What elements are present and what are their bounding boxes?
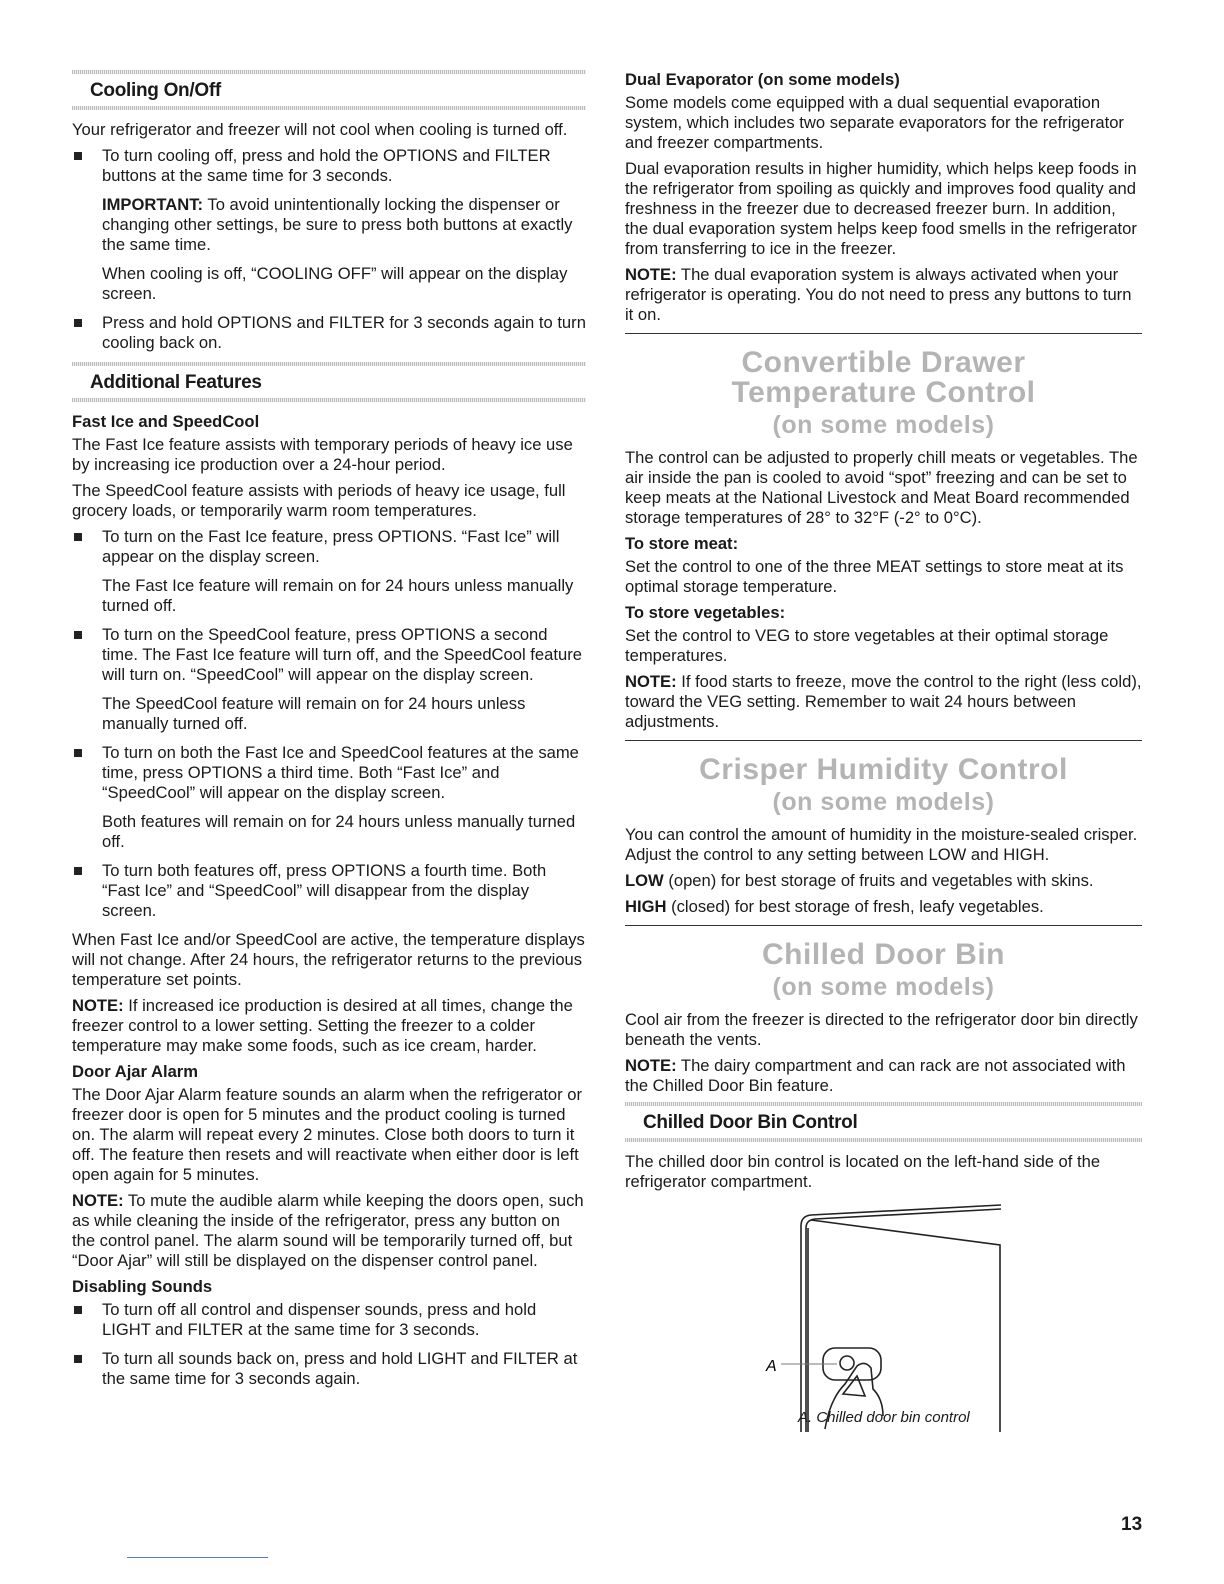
figure-chilled-door-bin [625,1204,1142,1432]
bold-lead: NOTE: [625,1056,677,1075]
bullet-item [72,146,586,186]
paragraph-text: To turn on both the Fast Ice and SpeedCool features at the same time, press OPTIONS a third time. Both “Fast Ice” and “SpeedCool” will appear on the display screen. [102,743,579,802]
paragraph-text: The dairy compartment and can rack are not associated with the Chilled Door Bin feature. [625,1056,1126,1095]
banner-title-line: Temperature Control [731,376,1036,409]
bullet-item [72,313,586,353]
footer-rule [127,1557,268,1558]
subheading: Fast Ice and SpeedCool [72,412,260,431]
section-heading: Cooling On/Off [72,70,586,110]
section-banner [625,333,1142,442]
bold-lead: LOW [625,871,664,890]
paragraph [72,264,586,304]
bold-lead: NOTE: [625,265,677,284]
paragraph [72,1085,586,1185]
banner-title-line: Convertible Drawer [741,346,1026,379]
paragraph-text: When cooling is off, “COOLING OFF” will appear on the display screen. [102,264,568,303]
paragraph [72,930,586,990]
left-column [72,66,586,1398]
paragraph [625,626,1142,666]
paragraph-text: Dual evaporation results in higher humidity, which helps keep foods in the refrigerator from spoiling as quickly and improves food quality and freshness in the freezer due to decreased freezer burn. In addition, the dual evaporation system helps keep food smells in the refrigerator from transferring to ice in the freezer. [625,159,1137,258]
refrigerator-illustration [625,1204,1142,1432]
paragraph-text: You can control the amount of humidity in the moisture-sealed crisper. Adjust the control to any setting between LOW and HIGH. [625,825,1138,864]
paragraph-text: The Door Ajar Alarm feature sounds an alarm when the refrigerator or freezer door is open for 5 minutes and the product cooling is turned on. The alarm will repeat every 2 minutes. Close both doors to turn it off. The feature then resets and will reactivate when either door is left open again for 5 minutes. [72,1085,583,1184]
bullet-item [72,743,586,803]
paragraph-text: The SpeedCool feature will remain on for 24 hours unless manually turned off. [102,694,526,733]
subheading: Dual Evaporator (on some models) [625,70,900,89]
bold-lead: NOTE: [625,672,677,691]
subheading: Disabling Sounds [72,1277,213,1296]
callout-label: A [766,1358,777,1375]
bold-lead: NOTE: [72,996,124,1015]
page-number: 13 [1121,1514,1143,1535]
paragraph [625,825,1142,865]
paragraph [72,481,586,521]
paragraph-text: To turn cooling off, press and hold the OPTIONS and FILTER buttons at the same time for 3 seconds. [102,146,551,185]
subheading: To store vegetables: [625,603,786,622]
paragraph [72,996,586,1056]
paragraph [72,812,586,852]
paragraph [72,694,586,734]
paragraph-text: Some models come equipped with a dual sequential evaporation system, which includes two separate evaporators for the refrigerator and freezer compartments. [625,93,1124,152]
paragraph-text: The Fast Ice feature assists with temporary periods of heavy ice use by increasing ice production over a 24-hour period. [72,435,573,474]
paragraph [625,897,1142,917]
paragraph-text: The dual evaporation system is always activated when your refrigerator is operating. You do not need to press any buttons to turn it on. [625,265,1132,324]
paragraph [72,120,586,140]
bullet-item [72,1349,586,1389]
bullet-item [72,861,586,921]
paragraph-text: (open) for best storage of fruits and vegetables with skins. [663,871,1094,890]
paragraph [72,195,586,255]
section-banner [625,925,1142,1004]
paragraph [625,448,1142,528]
paragraph-text: The chilled door bin control is located on the left-hand side of the refrigerator compartment. [625,1152,1101,1191]
paragraph [625,871,1142,891]
paragraph-text: To turn off all control and dispenser sounds, press and hold LIGHT and FILTER at the same time for 3 seconds. [102,1300,537,1339]
paragraph-text: The SpeedCool feature assists with periods of heavy ice usage, full grocery loads, or temporarily warm room temperatures. [72,481,566,520]
paragraph [625,265,1142,325]
banner-subtitle: (on some models) [772,973,995,1001]
paragraph [625,557,1142,597]
paragraph [72,1191,586,1271]
bold-lead: IMPORTANT: [102,195,204,214]
paragraph-text: To turn all sounds back on, press and hold LIGHT and FILTER at the same time for 3 seconds again. [102,1349,578,1388]
paragraph-text: To mute the audible alarm while keeping the doors open, such as while cleaning the inside of the refrigerator, press any button on the control panel. The alarm sound will be temporarily turned off, but “Door Ajar” will still be displayed on the dispenser control panel. [72,1191,584,1270]
banner-title-line: Chilled Door Bin [762,938,1005,971]
paragraph-text: To turn on the Fast Ice feature, press OPTIONS. “Fast Ice” will appear on the display screen. [102,527,560,566]
paragraph-text: If increased ice production is desired at all times, change the freezer control to a lower setting. Setting the freezer to a colder temperature may make some foods, such as ice cream, harder. [72,996,573,1055]
paragraph-text: To turn both features off, press OPTIONS a fourth time. Both “Fast Ice” and “SpeedCool” will disappear from the display screen. [102,861,547,920]
paragraph [625,1152,1142,1192]
bullet-item [72,625,586,685]
right-column [625,66,1142,1432]
banner-title-line: Crisper Humidity Control [699,753,1068,786]
paragraph-text: Cool air from the freezer is directed to the refrigerator door bin directly beneath the vents. [625,1010,1138,1049]
paragraph-text: To avoid unintentionally locking the dispenser or changing other settings, be sure to press both buttons at exactly the same time. [102,195,573,254]
paragraph-text: The control can be adjusted to properly chill meats or vegetables. The air inside the pan is cooled to avoid “spot” freezing and can be set to keep meats at the National Livestock and Meat Board recommended storage temperatures of 28° to 32°F (-2° to 0°C). [625,448,1138,527]
bold-lead: HIGH [625,897,667,916]
bullet-item [72,527,586,567]
paragraph-text: Press and hold OPTIONS and FILTER for 3 seconds again to turn cooling back on. [102,313,586,352]
paragraph-text: Your refrigerator and freezer will not cool when cooling is turned off. [72,120,568,139]
section-heading: Additional Features [72,362,586,402]
bold-lead: NOTE: [72,1191,124,1210]
paragraph [625,672,1142,732]
bullet-item [72,1300,586,1340]
paragraph [625,93,1142,153]
paragraph-text: To turn on the SpeedCool feature, press OPTIONS a second time. The Fast Ice feature will turn off, and the SpeedCool feature will turn on. “SpeedCool” will appear on the display screen. [102,625,582,684]
paragraph [625,1010,1142,1050]
banner-subtitle: (on some models) [772,788,995,816]
banner-subtitle: (on some models) [772,411,995,439]
subheading: Door Ajar Alarm [72,1062,199,1081]
section-banner [625,740,1142,819]
section-heading: Chilled Door Bin Control [625,1102,1142,1142]
paragraph-text: Set the control to one of the three MEAT settings to store meat at its optimal storage temperature. [625,557,1124,596]
paragraph [72,576,586,616]
paragraph-text: The Fast Ice feature will remain on for 24 hours unless manually turned off. [102,576,574,615]
paragraph [72,435,586,475]
figure-caption: A. Chilled door bin control [798,1409,970,1426]
paragraph-text: If food starts to freeze, move the control to the right (less cold), toward the VEG setting. Remember to wait 24 hours between adjustments. [625,672,1142,731]
paragraph-text: When Fast Ice and/or SpeedCool are active, the temperature displays will not change. After 24 hours, the refrigerator returns to the previous temperature set points. [72,930,585,989]
paragraph-text: Both features will remain on for 24 hours unless manually turned off. [102,812,576,851]
paragraph-text: (closed) for best storage of fresh, leafy vegetables. [666,897,1044,916]
paragraph [625,159,1142,259]
subheading: To store meat: [625,534,739,553]
paragraph [625,1056,1142,1096]
paragraph-text: Set the control to VEG to store vegetables at their optimal storage temperatures. [625,626,1109,665]
